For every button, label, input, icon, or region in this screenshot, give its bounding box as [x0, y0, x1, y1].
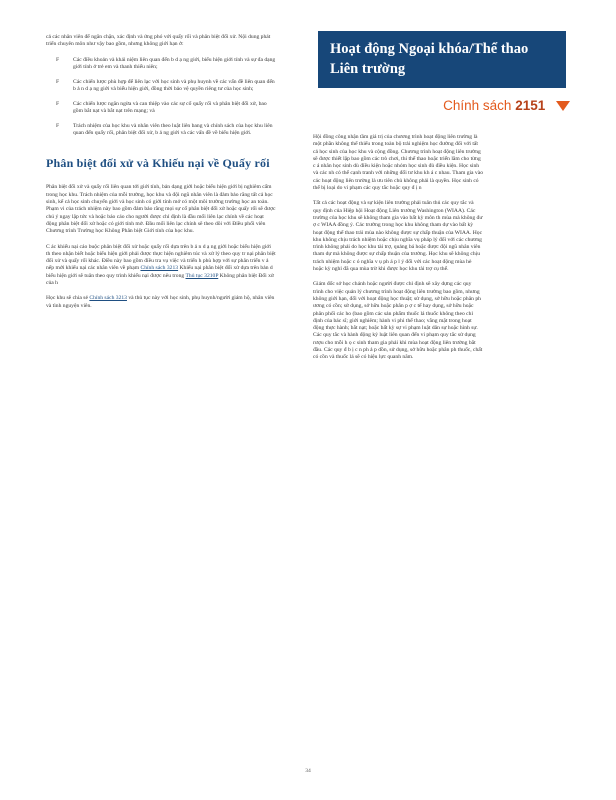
bullet-mark: F: [56, 56, 60, 63]
share-text: Học khu sẽ chia sẻ: [46, 295, 88, 302]
triangle-down-icon: [556, 101, 570, 111]
complaint-text: Khiếu nại phân biệt đối xử dựa trên bản d biểu hiện giới sẽ tuân theo quy trình khiếu nại được nêu trong: [46, 265, 273, 279]
bullet-item: [46, 123, 276, 138]
discrimination-paragraph: Phân biệt đối xử và quấy rối liên quan tới giới tính, bản dạng giới hoặc biểu hiện giới bị nghiêm cấm trong học khu. Trách nhiệm của mỗi trường, học khu và đội ngũ nhân viên là đảm bảo rằng tất cả học sinh, kể cả học sinh chuyển giới và học sinh có giới tính mở có một môi trường trường học an toàn. Phạm vi của trách nhiệm này bao gồm đảm bảo rằng mọi sự cố phân biệt đối xử hoặc quấy rối sẽ được chú ý ngay lập tức và hoặc báo cáo cho người được chỉ định là đầu mối liên lạc chính về các hoạt động phân biệt đối xử hoặc có giới tính mở. Đầu mối liên lạc chính sẽ theo dõi với Điều phối viên Chương trình Trường học Không Phân biệt Giới tính của học khu.: [46, 184, 276, 235]
bullet-text: Các chiến lược phù hợp để liên lạc với học sinh và phụ huynh về các vấn đề liên quan đến b ả n d ạ ng giới và biểu hiện giới, đồng thời bảo vệ quyền riêng tư của học sinh;: [73, 78, 275, 92]
page-number: 34: [305, 768, 311, 774]
policy-3213-link[interactable]: Chính sách 3213: [140, 265, 179, 272]
complaint-text: C ác khiếu nại cáo buộc phân biệt đối xử hoặc quấy rối dựa trên b ả n d ạ ng giới hoặc biểu hiện giới th theo nhận biết hoặc biểu hiện giới phải được thực hiện nghiêm túc và xử lý theo quy tr nại phân biệt đối xử và quấy rối khác. Điều này bao gồm điều tra vụ việc và triển h phù hợp với sự phân triển v ả nếp mới khiếu nại các nhân viên về phạm: [46, 243, 276, 272]
complaint-paragraph: [46, 244, 276, 288]
intro-paragraph: cả các nhân viên để ngăn chặn, xác định và ứng phó với quấy rối và phân biệt đối xử. Nội dung phát triển chuyên môn như vậy bao gồm, nhưng không giới hạn ở:: [46, 34, 271, 48]
share-paragraph: [46, 295, 276, 310]
policy-number: 2151: [515, 98, 546, 113]
policy-label-text: Chính sách: [443, 98, 512, 113]
bullet-mark: F: [56, 78, 60, 85]
policy-label: [443, 98, 570, 113]
policy-3213-link[interactable]: Chính sách 3213: [89, 295, 127, 302]
procedure-3210p-link[interactable]: Thủ tục 3210P: [185, 272, 219, 279]
wiaa-paragraph: Tất cả các hoạt động và sự kiện liên trường phải tuân thủ các quy tắc và quy định của Hiệp hội Hoạt động Liên trường Washington (WIAA). Các trường của học khu sẽ không tham gia vào bất kỳ môn th mùa mà không đư ợ c WIAA đồng ý. Các trường trong học khu không tham dự vào bất kỳ hoạt động thể thao trái mùa nào không được sự chấp thuận của WIAA. Học khu không chịu trách nhiệm hoặc chịu nghĩa vụ pháp lý đối với các chương trình không phải do học khu tài trợ, quảng bá hoặc được đội ngũ nhân viên tham dự mà không được sự chấp thuận của trường. Học khu sẽ không chịu trách nhiệm hoặc c ó nghĩa v ụ ph á p l ý đối với các hoạt động mùa hè hoặc kỳ nghỉ đã qua mùa trừ khi được học khu tài trợ cụ thể.: [313, 200, 483, 273]
section-heading-discrimination: Phân biệt đối xử và Khiếu nại về Quấy rối: [46, 156, 270, 171]
complaint-text: Không phân biệt Đối xử của h: [46, 272, 274, 287]
superintendent-paragraph: Giám đốc sở học chánh hoặc người được chỉ định sẽ xây dựng các quy trình cho việc quản lý chương trình hoạt động liên trường bao gồm, nhưng không giới hạn, đối với hoạt động học thuật; sử dụng, sở hữu hoặc phân ph ương có cồn; sử dụng, sở hữu hoặc phân p ợ c tế hay dụng, sở hữu hoặc phân phối các ho (bao gồm các sản phẩm thuốc lá thuốc không theo chỉ định của bác sĩ; giới nghiêm; hành vi phi thể thao; vắng mặt trong hoạt động thực hành; bắt nạt; hoặc bất kỳ sự vi phạm luật dân sự hoặc hình sự. Các quy tắc và hành động kỷ luật liên quan đến vi phạm quy tắc sử dụng rượu cho mỗi h ọ c sinh tham gia phải khi mùa hoạt động liên trường bắt đầu. Các quy đ b ị c n ph ả p dồn, sử dụng, sở hữu hoặc phân ph thuốc, chất có cồn và thuốc lá sẽ có hiệu lực quanh năm.: [313, 281, 483, 361]
training-bullet-list: [46, 57, 276, 138]
bullet-item: [46, 57, 276, 72]
bullet-text: Trách nhiệm của học khu và nhân viên theo luật liên bang và chính sách của học khu liên quan đến quấy rối, phân biệt đối xử, b ả ng giới và các vấn đề về biểu hiện giới.: [73, 122, 273, 137]
right-column: [313, 134, 483, 362]
share-text: và thủ tục này với học sinh, phụ huynh/người giám hộ, nhân viên và tình nguyện viên.: [46, 295, 275, 309]
bullet-mark: F: [56, 122, 60, 129]
bullet-mark: F: [56, 100, 60, 107]
section-title-box: Hoạt động Ngoại khóa/Thể thao Liên trường: [318, 31, 566, 88]
bullet-item: [46, 101, 276, 116]
bullet-item: [46, 79, 276, 94]
bullet-text: Các chiến lược ngăn ngừa và can thiệp vào các sự cố quấy rối và phân biệt đối xử, bao gồm bắt nạt và bắt nạt trên mạng; và: [73, 100, 267, 115]
bullet-text: Các điều khoản và khái niệm liên quan đến b d ạ ng giới, biểu hiện giới tính và sự đa dạng giới tính ở trẻ em và thanh thiếu niên;: [73, 56, 276, 70]
interscholastic-paragraph: Hội đồng công nhận tầm giá trị của chương trình hoạt động liên trường là một phần không thể thiếu trong toàn bộ trải nghiệm học đường đối với tất cả học sinh của học khu và cộng đồng. Chương trình hoạt động liên trường sẽ được thiết lập bao gồm các trò chơi, thi thể thao hoặc triển lãm cho từng c á nhân học sinh dù điều kiện hoặc nhóm học sinh đủ điều kiện. Học sinh và các nh có thể cạnh tranh với những đối tư khu kh á c nhau. Tham gia vào các hoạt động liên trường là ưu tiên chủ không phải là quyền. Học sinh có thể bị loại do vi phạm các quy tắc hoặc quy đ ị n: [313, 134, 484, 192]
left-column: [46, 34, 276, 310]
